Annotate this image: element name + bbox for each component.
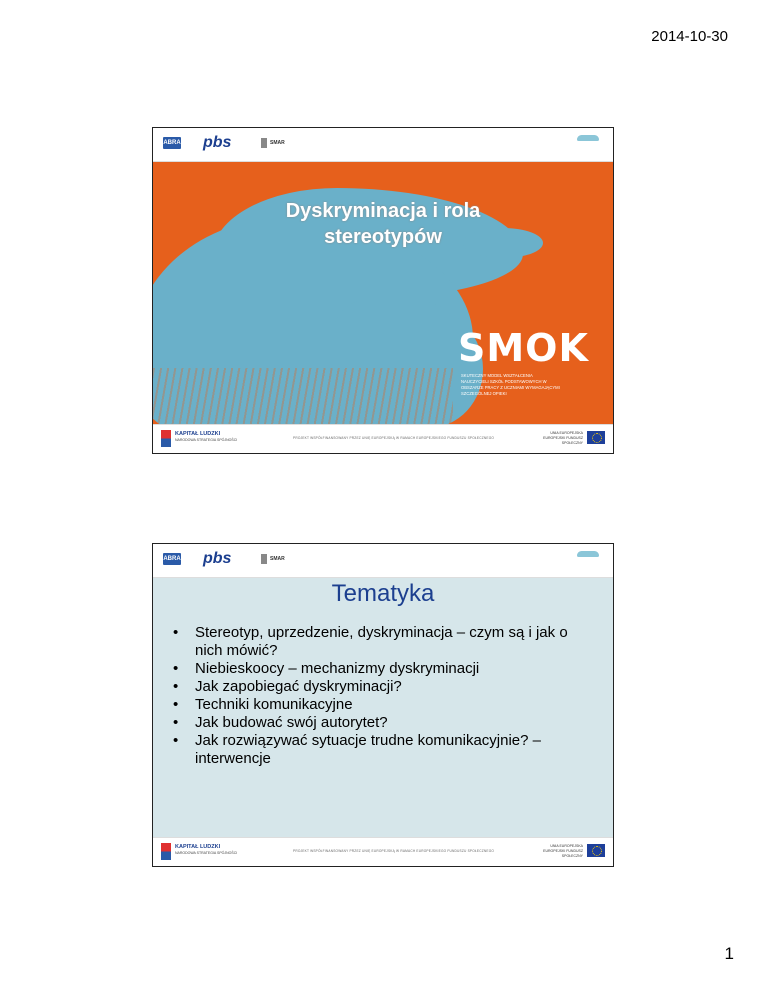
kapital-ludzki-sub: NARODOWA STRATEGIA SPÓJNOŚCI (175, 851, 238, 855)
kapital-ludzki-text: KAPITAŁ LUDZKI (175, 844, 221, 850)
footer-note: PROJEKT WSPÓŁFINANSOWANY PRZEZ UNIĘ EUROPEJSKĄ W RAMACH EUROPEJSKIEGO FUNDUSZU SPOŁECZNEGO (293, 849, 495, 853)
slide-title-text (153, 198, 613, 250)
page-number: 1 (724, 944, 734, 963)
title-line-1: Dyskryminacja i rola (285, 200, 481, 222)
slide-header (153, 544, 613, 578)
ue-text: UNIA EUROPEJSKA EUROPEJSKI FUNDUSZ SPOŁECZNY (543, 431, 583, 445)
list-item: • Techniki komunikacyjne (169, 696, 599, 714)
kapital-ludzki-icon (161, 430, 171, 447)
slide-footer (153, 424, 613, 453)
texture (153, 368, 453, 428)
smok-dragon-icon (577, 135, 599, 141)
kapital-ludzki-sub: NARODOWA STRATEGIA SPÓJNOŚCI (175, 438, 238, 442)
slide-title-text: Tematyka (331, 580, 435, 607)
slide-topics (152, 543, 614, 867)
eu-flag-icon (587, 844, 605, 857)
slide-footer (153, 837, 613, 866)
smar-logo: SMAR (261, 138, 285, 148)
topic-list (169, 624, 599, 768)
slide-header (153, 128, 613, 162)
list-item: • Jak zapobiegać dyskryminacji? (169, 678, 599, 696)
footer-note: PROJEKT WSPÓŁFINANSOWANY PRZEZ UNIĘ EUROPEJSKĄ W RAMACH EUROPEJSKIEGO FUNDUSZU SPOŁECZNEGO (293, 436, 495, 440)
slide-title (152, 127, 614, 454)
page-date: 2014-10-30 (651, 28, 728, 45)
list-item: • Jak rozwiązywać sytuacje trudne komunikacyjnie? – interwencje (169, 732, 599, 768)
list-item: • Stereotyp, uprzedzenie, dyskryminacja – czym są i jak o nich mówić? (169, 624, 599, 660)
smok-logo: SMOK (458, 326, 589, 370)
kapital-ludzki-text: KAPITAŁ LUDZKI (175, 431, 221, 437)
smok-dragon-icon (577, 551, 599, 557)
smar-logo: SMAR (261, 554, 285, 564)
list-item: • Niebieskoocy – mechanizmy dyskryminacji (169, 660, 599, 678)
kapital-ludzki-icon (161, 843, 171, 860)
abra-logo: ABRA (163, 553, 181, 565)
list-item: • Jak budować swój autorytet? (169, 714, 599, 732)
eu-flag-icon (587, 431, 605, 444)
pbs-logo: pbs (203, 134, 232, 151)
ue-text: UNIA EUROPEJSKA EUROPEJSKI FUNDUSZ SPOŁECZNY (543, 844, 583, 858)
pbs-logo: pbs (203, 550, 232, 567)
smok-tagline: SKUTECZNY MODEL WSZTAŁCENIA NAUCZYCIELI SZKÓŁ PODSTAWOWYCH W OBSZARZE PRACY Z UCZNIAMI WYMAGAJĄCYMI SZCZEGÓLNEJ OPIEKI (461, 373, 560, 396)
abra-logo: ABRA (163, 137, 181, 149)
title-line-2: stereotypów (324, 226, 442, 248)
